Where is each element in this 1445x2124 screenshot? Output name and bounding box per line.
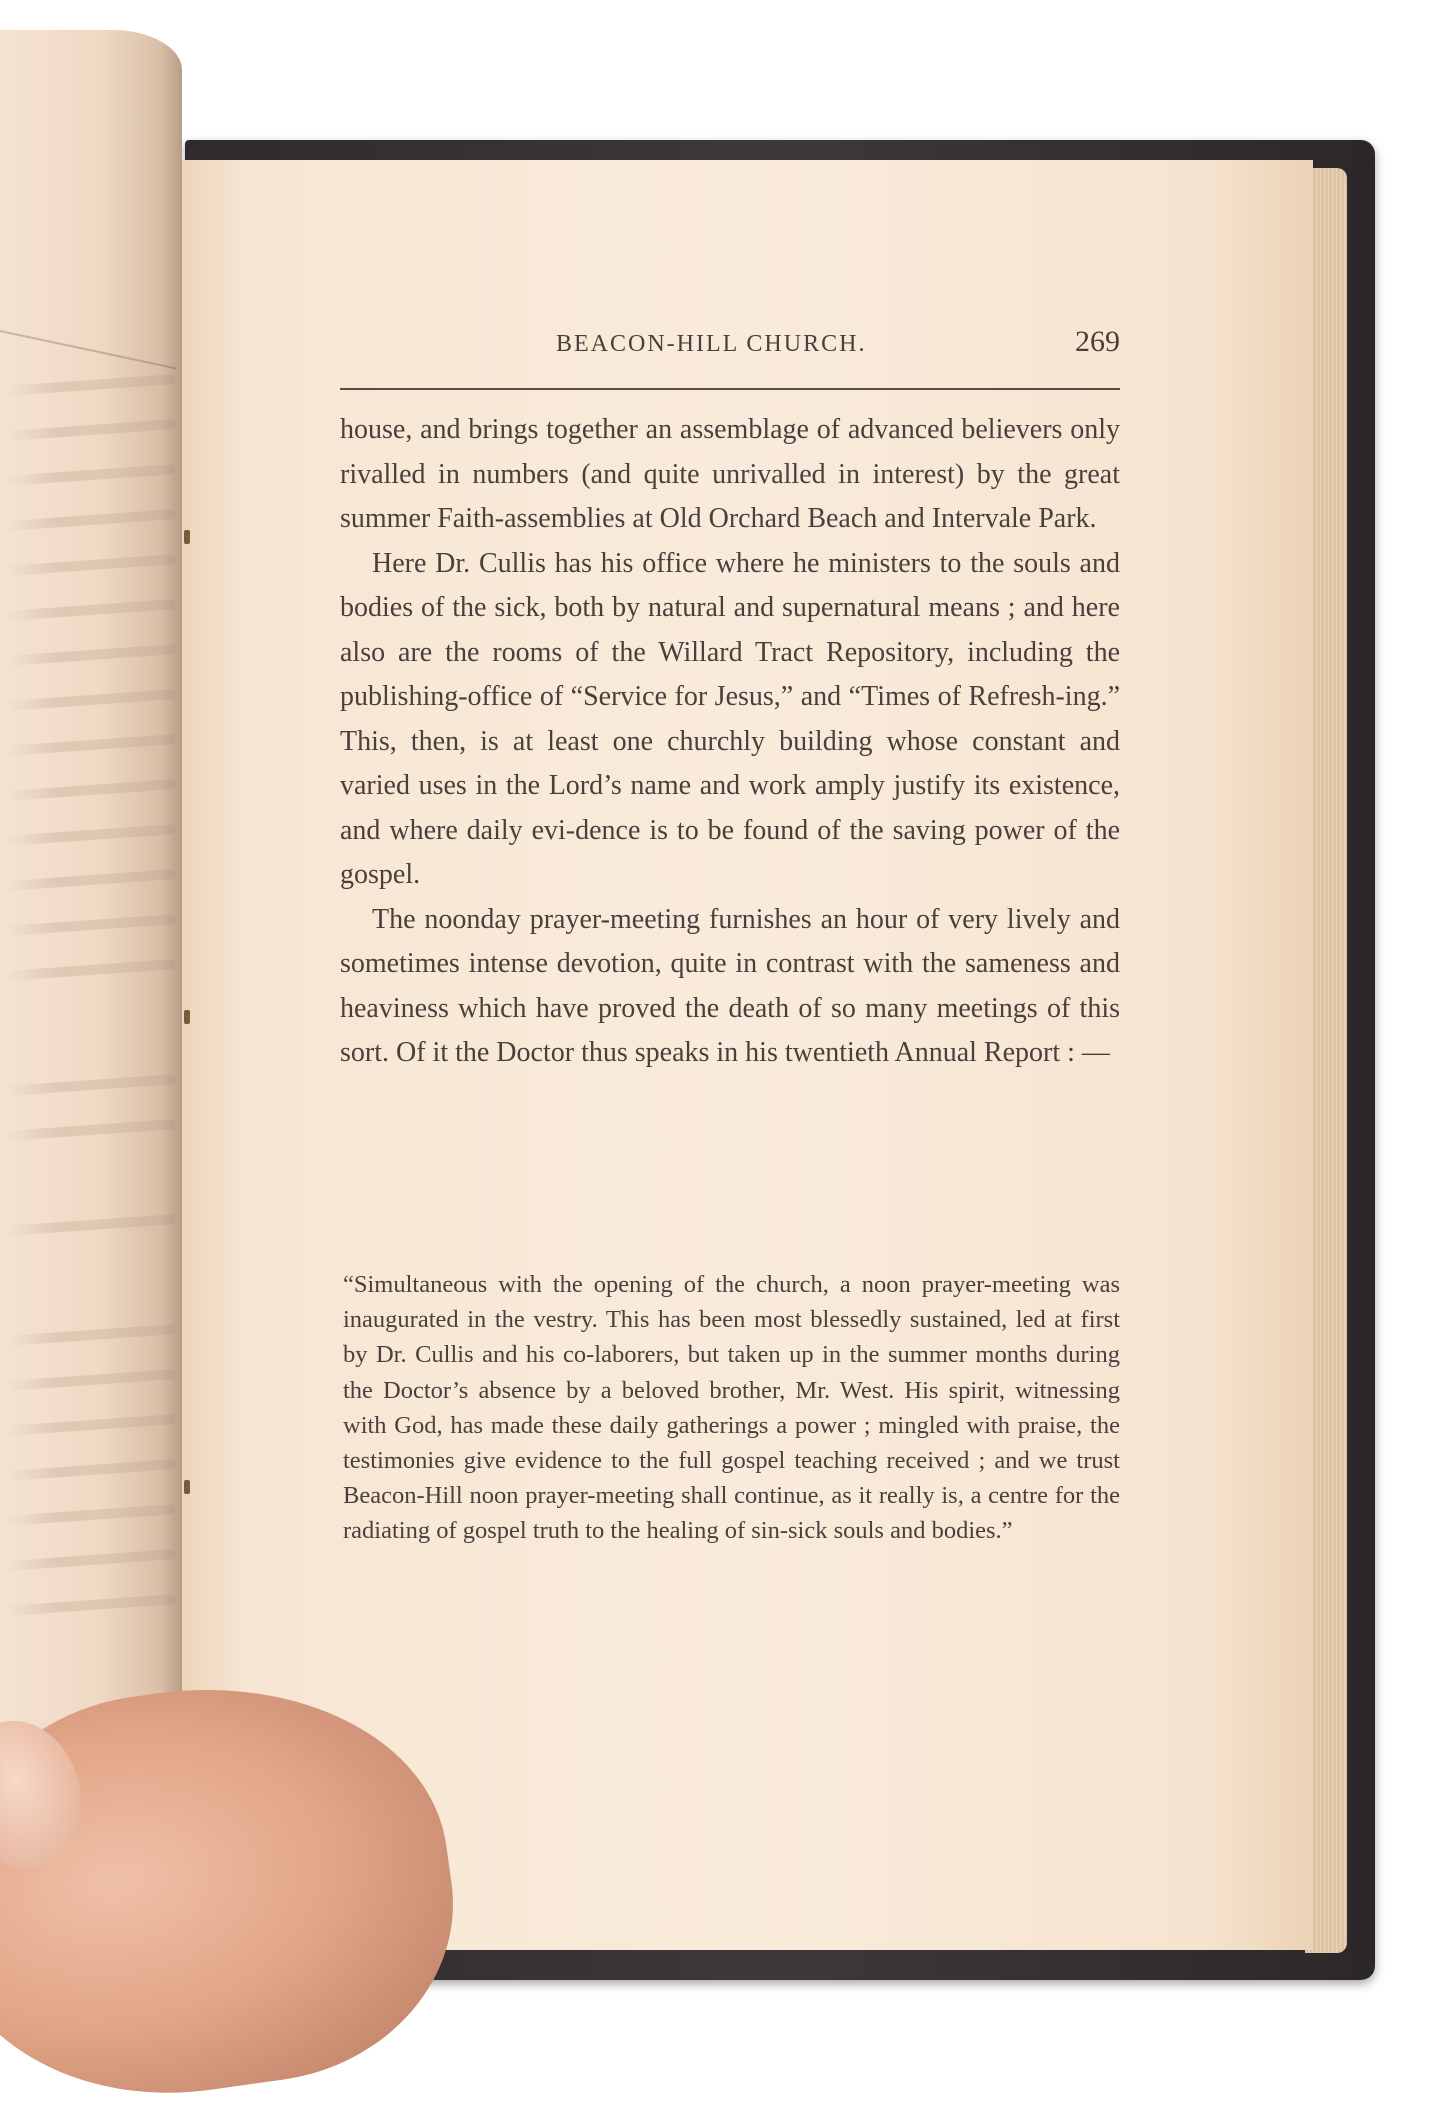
paragraph-3: The noonday prayer-meeting furnishes an hour of very lively and sometimes intense devotion, quite in contrast with the sameness and heaviness which have proved the death of so many meetings of this sort. Of it the Doctor thus speaks in his twentieth Annual Report : —: [340, 903, 1120, 1068]
body-text: [340, 408, 1120, 1076]
paragraph-2: Here Dr. Cullis has his office where he ministers to the souls and bodies of the sick, both by natural and supernatural means ; and here also are the rooms of the Willard Tract Repository, including the publishing-office of “Service for Jesus,” and “Times of Refresh-ing.” This, then, is at least one churchly building whose constant and varied uses in the Lord’s name and work amply justify its existence, and where daily evi-dence is to be found of the saving power of the gospel.: [340, 547, 1120, 890]
binding-stitch: [184, 1480, 190, 1494]
running-head-title: BEACON-HILL CHURCH.: [556, 331, 867, 357]
binding-stitch: [184, 530, 190, 544]
left-page-rule: [0, 330, 176, 369]
paragraph-1: house, and brings together an assemblage of advanced believers only rivalled in numbers (and quite unrivalled in interest) by the great summer Faith-assemblies at Old Orchard Beach and Intervale Park.: [340, 414, 1120, 534]
header-rule: [340, 388, 1120, 390]
running-head: [340, 325, 1120, 365]
page-number: 269: [1075, 325, 1120, 358]
binding-stitch: [184, 1010, 190, 1024]
block-quote: “Simultaneous with the opening of the church, a noon prayer-meeting was inaugurated in the vestry. This has been most blessedly sustained, led at first by Dr. Cullis and his co-laborers, but taken up in the summer months during the Doctor’s absence by a beloved brother, Mr. West. His spirit, witnessing with God, has made these daily gatherings a power ; mingled with praise, the testimonies give evidence to the full gospel teaching received ; and we trust Beacon-Hill noon prayer-meeting shall continue, as it really is, a centre for the radiating of gospel truth to the healing of sin-sick souls and bodies.”: [343, 1271, 1120, 1545]
